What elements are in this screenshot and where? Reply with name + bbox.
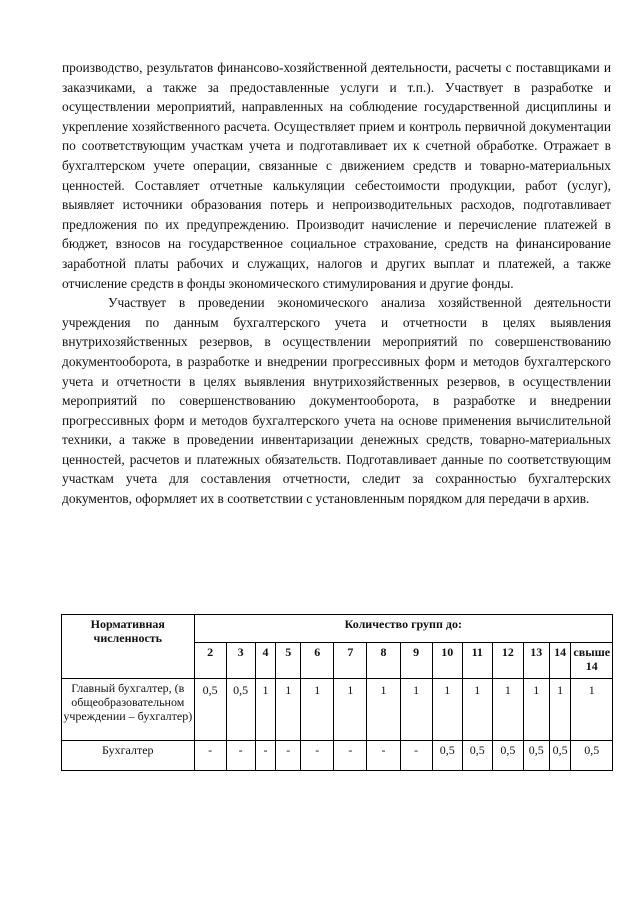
- column-header: 5: [276, 643, 301, 679]
- table-cell: 0,5: [432, 741, 462, 771]
- column-header: свыше 14: [571, 643, 613, 679]
- table-cell: -: [334, 741, 367, 771]
- table-cell: 1: [523, 679, 549, 741]
- column-header: 14: [549, 643, 571, 679]
- staffing-norms-table: [61, 614, 613, 771]
- column-header: 8: [367, 643, 400, 679]
- table-cell: -: [255, 741, 276, 771]
- table-cell: 1: [276, 679, 301, 741]
- table-cell: 1: [400, 679, 432, 741]
- table-cell: 0,5: [549, 741, 571, 771]
- table-cell: 1: [571, 679, 613, 741]
- table-cell: 1: [301, 679, 334, 741]
- table-cell: 1: [255, 679, 276, 741]
- column-header: 6: [301, 643, 334, 679]
- table-cell: 0,5: [226, 679, 255, 741]
- column-header: 7: [334, 643, 367, 679]
- column-header: 3: [226, 643, 255, 679]
- row-label: Бухгалтер: [62, 741, 195, 771]
- table-cell: -: [400, 741, 432, 771]
- table-cell: 0,5: [462, 741, 492, 771]
- column-header: 4: [255, 643, 276, 679]
- header-normative-staff: Нормативная численность: [62, 615, 195, 679]
- table-cell: -: [276, 741, 301, 771]
- column-header: 10: [432, 643, 462, 679]
- body-text: [62, 58, 611, 509]
- table-cell: -: [194, 741, 226, 771]
- row-label: Главный бухгалтер, (в общеобразовательном учреждении – бухгалтер): [62, 679, 195, 741]
- table-header-row: [62, 615, 613, 643]
- table-cell: 1: [549, 679, 571, 741]
- table-cell: 0,5: [492, 741, 523, 771]
- paragraph-2: Участвует в проведении экономического анализа хозяйственной деятельности учреждения по данным бухгалтерского учета и отчетности в целях выявления внутрихозяйственных резервов, в осуществлении мероприятий по совершенствованию документооборота, в разработке и внедрении прогрессивных форм и методов бухгалтерского учета и отчетности в целях выявления внутрихозяйственных резервов, в осуществлении мероприятий по совершенствованию документооборота, в разработке и внедрении прогрессивных форм и методов бухгалтерского учета на основе применения вычислительной техники, а также в проведении инвентаризации денежных средств, товарно-материальных ценностей, расчетов и платежных обязательств. Подготавливает данные по соответствующим участкам учета для составления отчетности, следит за сохранностью бухгалтерских документов, оформляет их в соответствии с установленным порядком для передачи в архив.: [62, 295, 611, 507]
- column-header: 9: [400, 643, 432, 679]
- table-cell: 1: [367, 679, 400, 741]
- header-group-count: Количество групп до:: [194, 615, 612, 643]
- table-row: [62, 679, 613, 741]
- table-cell: 1: [462, 679, 492, 741]
- table-cell: 0,5: [523, 741, 549, 771]
- column-header: 2: [194, 643, 226, 679]
- paragraph-1: производство, результатов финансово-хозяйственной деятельности, расчеты с поставщиками и заказчиками, а также за предоставленные услуги и т.п.). Участвует в разработке и осуществлении мероприятий, направленных на соблюдение государственной дисциплины и укрепление хозяйственного расчета. Осуществляет прием и контроль первичной документации по соответствующим участкам учета и подготавливает их к счетной обработке. Отражает в бухгалтерском учете операции, связанные с движением средств и товарно-материальных ценностей. Составляет отчетные калькуляции себестоимости продукции, работ (услуг), выявляет источники образования потерь и непроизводительных расходов, подготавливает предложения по их предупреждению. Производит начисление и перечисление платежей в бюджет, взносов на государственное социальное страхование, средств на финансирование заработной платы рабочих и служащих, налогов и других выплат и платежей, а также отчисление средств в фонды экономического стимулирования и другие фонды.: [62, 60, 611, 291]
- column-header: 11: [462, 643, 492, 679]
- table-cell: -: [226, 741, 255, 771]
- table-row: [62, 741, 613, 771]
- table-cell: 0,5: [194, 679, 226, 741]
- table-cell: 0,5: [571, 741, 613, 771]
- table-cell: 1: [492, 679, 523, 741]
- column-header: 13: [523, 643, 549, 679]
- column-header: 12: [492, 643, 523, 679]
- table-cell: -: [301, 741, 334, 771]
- table-cell: 1: [432, 679, 462, 741]
- table-cell: -: [367, 741, 400, 771]
- table-cell: 1: [334, 679, 367, 741]
